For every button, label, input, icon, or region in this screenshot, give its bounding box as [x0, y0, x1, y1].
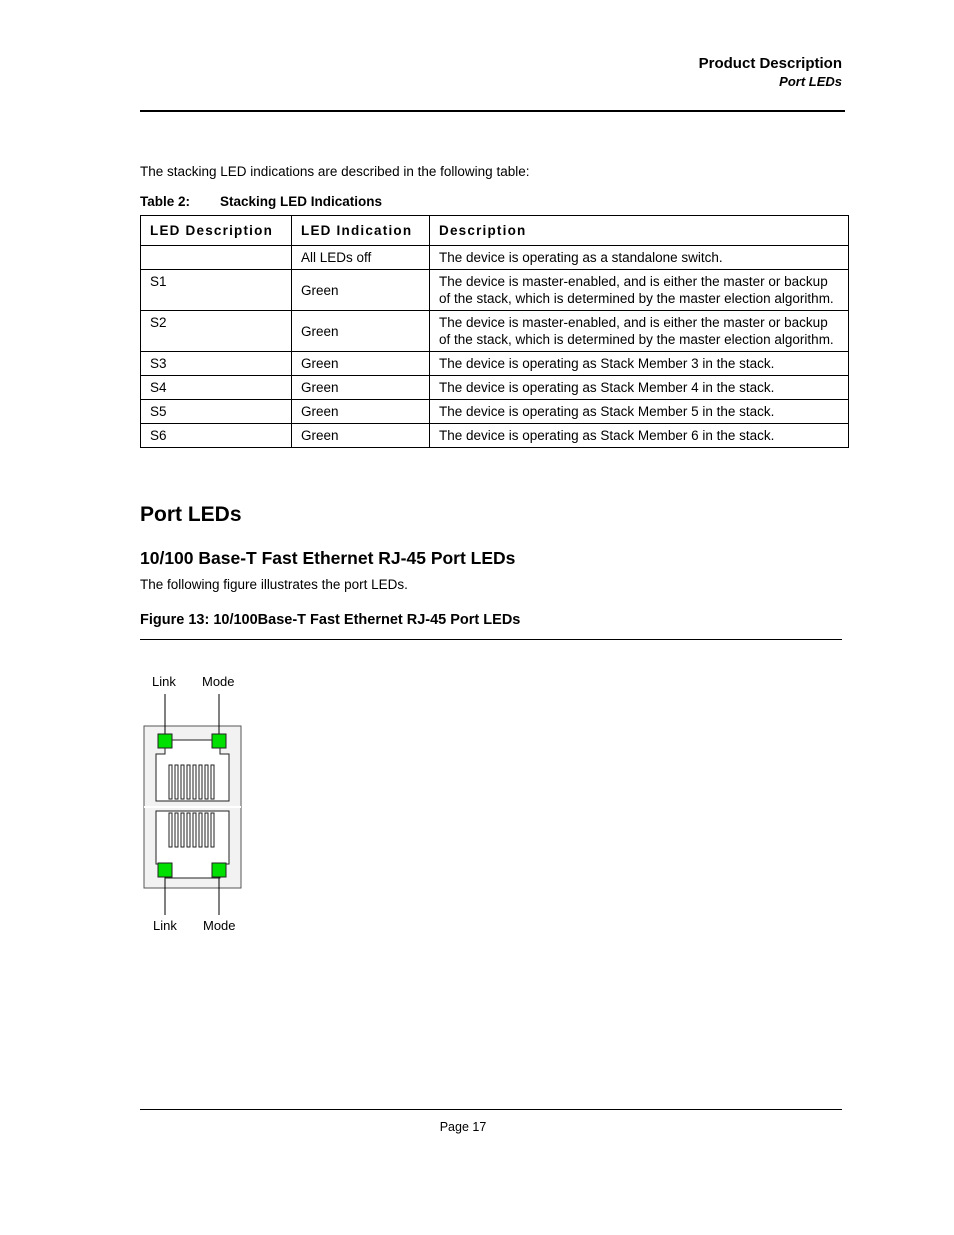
table-caption-title: Stacking LED Indications	[220, 194, 383, 209]
footer-rule	[140, 1109, 842, 1110]
column-header: LED Indication	[292, 216, 430, 246]
top-link-label: Link	[152, 674, 176, 689]
table-row	[141, 246, 849, 270]
table-row	[141, 424, 849, 448]
table-cell: Green	[292, 376, 430, 400]
table-cell: S4	[141, 376, 292, 400]
table-cell: The device is operating as Stack Member 4 in the stack.	[430, 376, 849, 400]
table-cell: Green	[292, 270, 430, 311]
intro-text: The stacking LED indications are described in the following table:	[140, 164, 530, 179]
table-cell: S5	[141, 400, 292, 424]
subsection-text: The following figure illustrates the port LEDs.	[140, 577, 408, 592]
table-header-row	[141, 216, 849, 246]
table-cell: S2	[141, 311, 292, 352]
table-row	[141, 376, 849, 400]
stacking-led-table	[140, 215, 849, 448]
table-cell: S3	[141, 352, 292, 376]
table-cell: Green	[292, 352, 430, 376]
top-link-led-icon	[158, 734, 172, 748]
table-cell: The device is operating as a standalone switch.	[430, 246, 849, 270]
subsection-title: 10/100 Base-T Fast Ethernet RJ-45 Port LEDs	[140, 548, 516, 568]
table-row	[141, 352, 849, 376]
table-cell	[141, 246, 292, 270]
figure-rule	[140, 639, 842, 640]
table-caption	[140, 194, 382, 209]
bottom-mode-led-icon	[212, 863, 226, 877]
header-rule	[140, 110, 845, 112]
table-row	[141, 270, 849, 311]
table-cell: The device is operating as Stack Member 6 in the stack.	[430, 424, 849, 448]
bottom-mode-label: Mode	[203, 918, 236, 933]
column-header: LED Description	[141, 216, 292, 246]
column-header: Description	[430, 216, 849, 246]
table-cell: All LEDs off	[292, 246, 430, 270]
table-row	[141, 400, 849, 424]
bottom-link-led-icon	[158, 863, 172, 877]
top-mode-led-icon	[212, 734, 226, 748]
table-cell: S1	[141, 270, 292, 311]
table-cell: S6	[141, 424, 292, 448]
header-subtitle: Port LEDs	[779, 74, 842, 89]
table-cell: The device is operating as Stack Member 5 in the stack.	[430, 400, 849, 424]
port-divider	[144, 806, 241, 808]
table-caption-number: Table 2:	[140, 194, 191, 209]
table-cell: The device is operating as Stack Member 3 in the stack.	[430, 352, 849, 376]
figure-caption: Figure 13: 10/100Base-T Fast Ethernet RJ-45 Port LEDs	[140, 612, 521, 628]
top-mode-label: Mode	[202, 674, 235, 689]
table-cell: Green	[292, 400, 430, 424]
page-number: Page 17	[439, 1120, 487, 1134]
table-cell: The device is master-enabled, and is either the master or backup of the stack, which is determined by the master election algorithm.	[430, 311, 849, 352]
rj45-port-led-figure	[140, 670, 250, 940]
table-row	[141, 311, 849, 352]
table-cell: The device is master-enabled, and is either the master or backup of the stack, which is determined by the master election algorithm.	[430, 270, 849, 311]
header-title: Product Description	[698, 55, 842, 72]
table-cell: Green	[292, 424, 430, 448]
table-cell: Green	[292, 311, 430, 352]
section-title: Port LEDs	[140, 503, 242, 526]
bottom-link-label: Link	[153, 918, 177, 933]
